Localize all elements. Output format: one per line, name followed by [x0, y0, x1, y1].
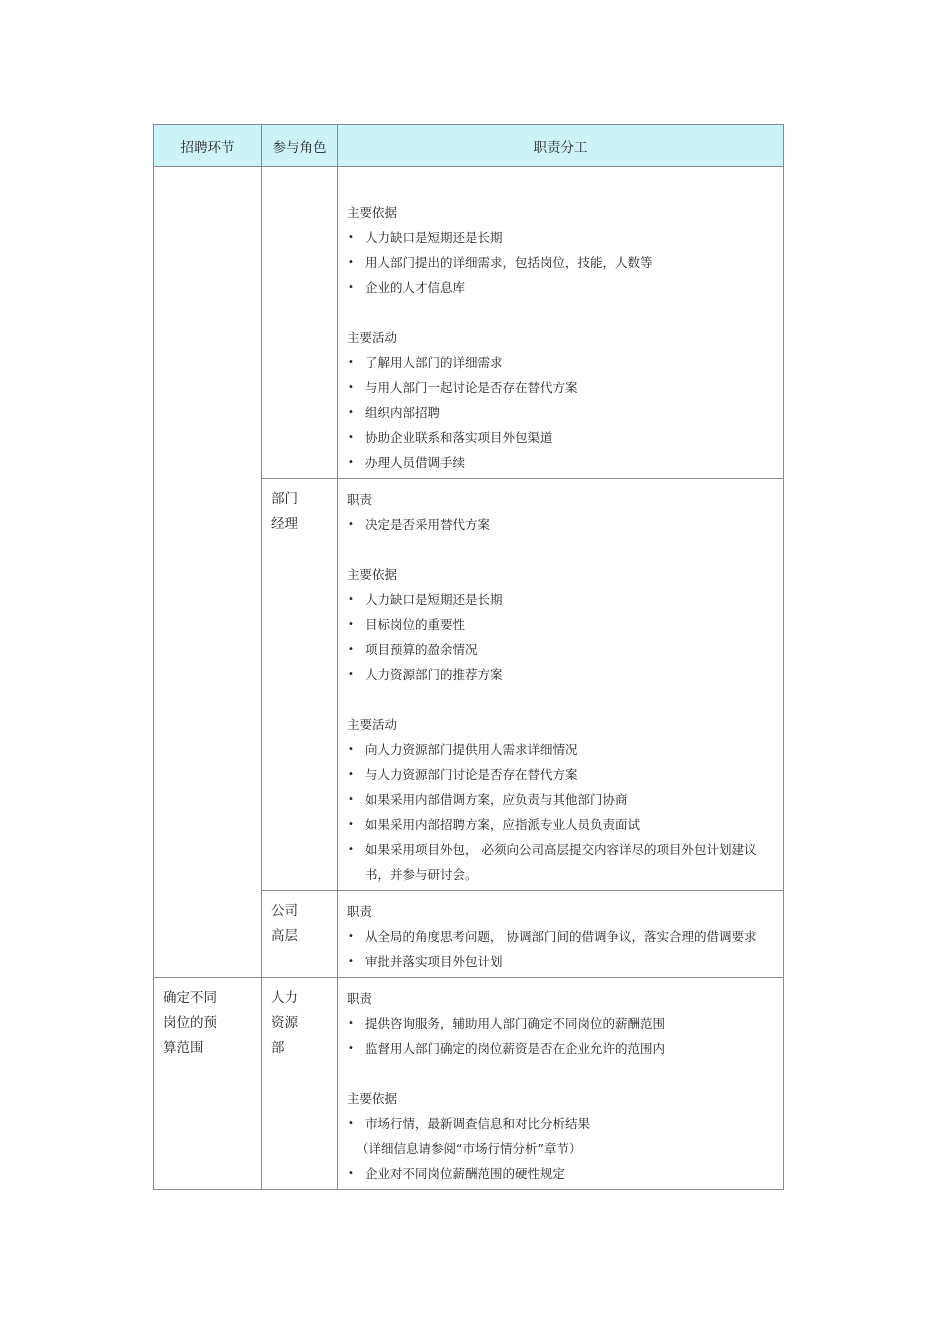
list-item: • 目标岗位的重要性 [347, 612, 773, 637]
role-cell-empty [262, 167, 338, 479]
role-cell [262, 891, 338, 978]
section-title: 主要活动 [347, 717, 398, 732]
list-item: • 办理人员借调手续 [347, 450, 773, 475]
header-role: 参与角色 [262, 125, 338, 167]
table-header-row [154, 125, 784, 167]
section-title: 职责 [347, 492, 373, 507]
list-item: • 提供咨询服务，辅助用人部门确定不同岗位的薪酬范围 [347, 1011, 773, 1036]
section-title: 职责 [347, 991, 373, 1006]
table-row [154, 978, 784, 1190]
role-name-line: 经理 [271, 516, 298, 532]
list-item: • 从全局的角度思考问题， 协调部门间的借调争议，落实合理的借调要求 [347, 924, 773, 949]
responsibility-table [153, 124, 784, 1190]
duties-cell [338, 167, 784, 479]
section-title: 主要依据 [347, 567, 398, 582]
list-item: • 与用人部门一起讨论是否存在替代方案 [347, 375, 773, 400]
list-item: • 用人部门提出的详细需求，包括岗位，技能，人数等 [347, 250, 773, 275]
stage-cell-empty [154, 167, 262, 978]
list-item: • 如果采用项目外包， 必须向公司高层提交内容详尽的项目外包计划建议书，并参与研讨会。 [347, 837, 773, 887]
stage-cell [154, 978, 262, 1190]
list-item: • 了解用人部门的详细需求 [347, 350, 773, 375]
role-cell [262, 479, 338, 891]
role-name-line: 人力 [271, 990, 298, 1006]
list-item: • 项目预算的盈余情况 [347, 637, 773, 662]
list-item: • 企业对不同岗位薪酬范围的硬性规定 [347, 1161, 773, 1186]
role-name-line: 部门 [271, 491, 298, 507]
section-title: 主要依据 [347, 1091, 398, 1106]
duties-cell [338, 479, 784, 891]
header-stage: 招聘环节 [154, 125, 262, 167]
section-title: 主要依据 [347, 205, 398, 220]
list-item: • 向人力资源部门提供用人需求详细情况 [347, 737, 773, 762]
reference-note: （详细信息请参阅“市场行情分析”章节） [356, 1141, 582, 1156]
role-name-line: 公司 [271, 903, 298, 919]
list-item: • 人力缺口是短期还是长期 [347, 225, 773, 250]
role-name-line: 部 [271, 1040, 285, 1056]
section-title: 主要活动 [347, 330, 398, 345]
section-title: 职责 [347, 904, 373, 919]
list-item: • 与人力资源部门讨论是否存在替代方案 [347, 762, 773, 787]
stage-name-line: 算范围 [163, 1040, 204, 1056]
duties-cell [338, 891, 784, 978]
list-item: • 企业的人才信息库 [347, 275, 773, 300]
list-item: • 审批并落实项目外包计划 [347, 949, 773, 974]
table-row [154, 167, 784, 479]
list-item: • 决定是否采用替代方案 [347, 512, 773, 537]
list-item: • 协助企业联系和落实项目外包渠道 [347, 425, 773, 450]
list-item: • 如果采用内部招聘方案，应指派专业人员负责面试 [347, 812, 773, 837]
header-duties: 职责分工 [338, 125, 784, 167]
duties-cell [338, 978, 784, 1190]
list-item: • 人力资源部门的推荐方案 [347, 662, 773, 687]
role-name-line: 高层 [271, 928, 298, 944]
role-cell [262, 978, 338, 1190]
stage-name-line: 岗位的预 [163, 1015, 217, 1031]
list-item: • 人力缺口是短期还是长期 [347, 587, 773, 612]
list-item: • 如果采用内部借调方案，应负责与其他部门协商 [347, 787, 773, 812]
list-item: • 监督用人部门确定的岗位薪资是否在企业允许的范围内 [347, 1036, 773, 1061]
stage-name-line: 确定不同 [163, 990, 217, 1006]
list-item: • 组织内部招聘 [347, 400, 773, 425]
role-name-line: 资源 [271, 1015, 298, 1031]
list-item: • 市场行情，最新调查信息和对比分析结果 [347, 1111, 773, 1136]
